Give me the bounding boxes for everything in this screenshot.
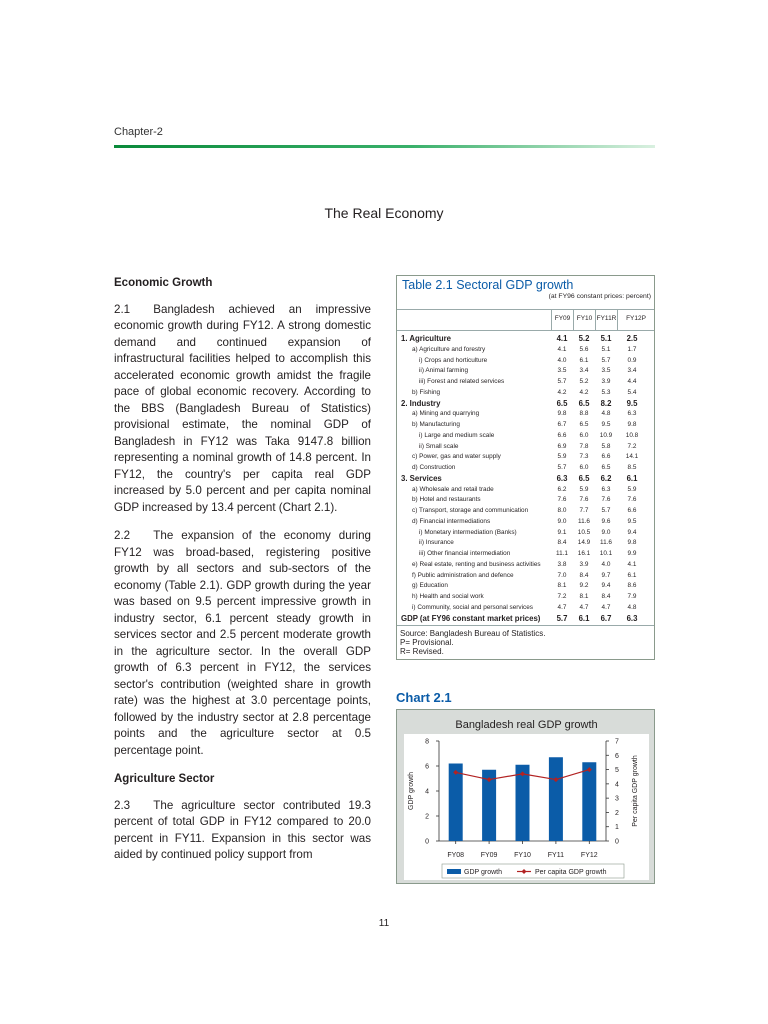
x-tick-label: FY09 bbox=[480, 852, 498, 859]
table-cell: 4.2 bbox=[557, 388, 567, 396]
table-row bbox=[397, 485, 654, 496]
table-cell: 9.9 bbox=[627, 550, 637, 557]
table-cell: 6.5 bbox=[579, 421, 589, 428]
table-cell: 8.4 bbox=[601, 593, 611, 600]
table-cell: 7.2 bbox=[627, 442, 637, 450]
table-row bbox=[397, 517, 654, 528]
table-cell: 9.5 bbox=[626, 398, 638, 408]
table-cell: 7.9 bbox=[627, 593, 637, 600]
table-cell: 6.5 bbox=[601, 464, 611, 471]
table-row bbox=[397, 538, 654, 549]
table-cell: 4.4 bbox=[627, 378, 637, 385]
table-row bbox=[397, 345, 654, 356]
table-cell: 5.7 bbox=[556, 613, 568, 623]
row-label: h) Health and social work bbox=[412, 593, 484, 600]
table-cell: 3.8 bbox=[557, 560, 567, 568]
row-label: d) Financial intermediations bbox=[412, 517, 491, 525]
table-cell: 9.0 bbox=[557, 517, 567, 525]
table-cell: 6.6 bbox=[601, 453, 611, 461]
table-row bbox=[397, 431, 654, 442]
table-cell: 7.8 bbox=[579, 442, 589, 450]
table-cell: 9.8 bbox=[627, 421, 637, 428]
bar bbox=[582, 762, 596, 841]
table-cell: 6.5 bbox=[578, 473, 590, 483]
chart-title: Bangladesh real GDP growth bbox=[455, 719, 598, 731]
table-cell: 10.5 bbox=[577, 528, 591, 536]
table-cell: 9.8 bbox=[627, 539, 637, 547]
row-label: c) Transport, storage and communication bbox=[412, 507, 529, 514]
legend-swatch-bar bbox=[447, 869, 461, 874]
table-cell: 7.6 bbox=[557, 496, 567, 504]
table-header-row bbox=[397, 309, 654, 331]
table-cell: 5.8 bbox=[601, 442, 611, 450]
table-cell: 8.6 bbox=[627, 582, 637, 590]
table-cell: 6.3 bbox=[627, 410, 637, 418]
paragraph-2-1: 2.1 Bangladesh achieved an impressive economic growth during FY12. A strong domestic demand and continued expansion of infrastructural facilities helped to accomplish this accelerated economic growth amidst the fragile pace of global economic recovery. According to the BBS (Bangladesh Bureau of Statistics) provisional estimate, the nominal GDP of Bangladesh in FY12 was Taka 9147.8 billion representing a nominal growth of 14.8 percent. In FY12, the country's per capita real GDP increased by 5.0 percent and per capita nominal GDP increased by 13.4 percent (Chart 2.1). bbox=[114, 302, 371, 514]
table-row bbox=[397, 614, 654, 625]
table-row bbox=[397, 463, 654, 474]
table-cell: 6.9 bbox=[557, 442, 567, 450]
row-label: a) Agriculture and forestry bbox=[412, 345, 486, 353]
table-cell: 3.9 bbox=[579, 560, 589, 568]
table-cell: 4.0 bbox=[601, 560, 611, 568]
table-cell: 8.4 bbox=[557, 539, 567, 547]
table-cell: 5.2 bbox=[578, 334, 590, 343]
table-cell: 6.2 bbox=[600, 473, 612, 483]
y2-tick-label: 5 bbox=[615, 767, 619, 775]
y-tick-label: 2 bbox=[425, 813, 429, 821]
table-cell: 9.4 bbox=[601, 582, 611, 590]
table-cell: 5.1 bbox=[600, 334, 612, 343]
table-cell: 5.7 bbox=[601, 356, 611, 364]
table-cell: 8.2 bbox=[600, 398, 612, 408]
table-cell: 6.0 bbox=[579, 464, 589, 471]
table-cell: 6.2 bbox=[557, 485, 567, 493]
table-cell: 9.5 bbox=[627, 517, 637, 525]
row-label: iii) Other financial intermediation bbox=[419, 550, 511, 557]
table-cell: 5.1 bbox=[601, 345, 611, 353]
page-title: The Real Economy bbox=[324, 205, 444, 221]
bar bbox=[449, 764, 463, 842]
x-tick-label: FY10 bbox=[514, 852, 531, 859]
chart-heading: Chart 2.1 bbox=[396, 690, 452, 705]
chart-gdp-growth bbox=[396, 709, 655, 884]
table-cell: 2.5 bbox=[626, 334, 638, 343]
chapter-label: Chapter-2 bbox=[114, 126, 163, 138]
row-label: 2. Industry bbox=[401, 398, 441, 408]
table-row bbox=[397, 334, 654, 345]
table-cell: 14.9 bbox=[577, 539, 591, 547]
table-cell: 4.7 bbox=[557, 603, 567, 611]
table-cell: 7.6 bbox=[579, 496, 589, 504]
table-row bbox=[397, 399, 654, 410]
table-cell: 6.0 bbox=[579, 431, 589, 439]
row-label: e) Real estate, renting and business activities bbox=[412, 560, 541, 568]
table-cell: 5.9 bbox=[579, 485, 589, 493]
table-cell: 0.9 bbox=[627, 356, 637, 364]
table-cell: 9.5 bbox=[601, 421, 611, 428]
table-cell: 4.0 bbox=[557, 356, 567, 364]
table-cell: 11.6 bbox=[600, 539, 612, 547]
table-cell: 16.1 bbox=[577, 550, 591, 557]
row-label: ii) Small scale bbox=[419, 442, 459, 450]
table-cell: 3.9 bbox=[601, 378, 611, 385]
table-cell: 7.6 bbox=[627, 496, 637, 504]
paragraph-2-2: 2.2 The expansion of the economy during FY12 was broad-based, registering positive growth by all sectors and sub-sectors of the economy (Table 2.1). GDP growth during the year was based on 9.5 percent impressive growth in industry sector, 6.1 percent steady growth in services sector and 2.5 percent moderate growth in the agriculture sector. In the overall GDP growth of 6.3 percent in FY12, the services sector's contribution (weighted share in growth rate) was the highest at 3.0 percentage points, followed by the industry sector at 2.8 percentage points and the agriculture sector at 0.5 percentage point. bbox=[114, 529, 371, 757]
table-cell: 6.7 bbox=[600, 613, 612, 623]
row-label: a) Wholesale and retail trade bbox=[412, 485, 494, 493]
table-source bbox=[397, 625, 654, 656]
y-tick-label: 0 bbox=[425, 838, 429, 846]
table-cell: 8.0 bbox=[557, 507, 567, 514]
y2-tick-label: 6 bbox=[615, 752, 619, 760]
table-cell: 4.7 bbox=[601, 603, 611, 611]
x-tick-label: FY11 bbox=[547, 852, 565, 859]
table-cell: 5.7 bbox=[557, 464, 567, 471]
table-cell: 7.3 bbox=[579, 453, 589, 461]
row-label: GDP (at FY96 constant market prices) bbox=[401, 613, 541, 623]
row-label: 1. Agriculture bbox=[401, 334, 451, 343]
table-row bbox=[397, 506, 654, 517]
col-header: FY09 bbox=[554, 315, 571, 322]
table-cell: 6.6 bbox=[557, 431, 567, 439]
table-cell: 8.5 bbox=[627, 464, 637, 471]
table-cell: 7.7 bbox=[579, 507, 589, 514]
table-cell: 8.4 bbox=[579, 571, 589, 579]
col-header: FY10 bbox=[576, 315, 593, 322]
heading-economic-growth: Economic Growth bbox=[114, 277, 213, 289]
table-cell: 5.6 bbox=[579, 345, 589, 353]
legend-label: GDP growth bbox=[464, 869, 502, 876]
row-label: iii) Forest and related services bbox=[419, 378, 505, 385]
table-row bbox=[397, 549, 654, 560]
row-label: a) Mining and quarrying bbox=[412, 410, 480, 418]
table-row bbox=[397, 366, 654, 377]
table-cell: 6.1 bbox=[626, 473, 638, 483]
table-cell: 10.1 bbox=[599, 550, 613, 557]
table-row bbox=[397, 388, 654, 399]
legend-label: Per capita GDP growth bbox=[535, 869, 607, 876]
table-cell: 4.7 bbox=[579, 603, 589, 611]
table-cell: 9.4 bbox=[627, 528, 637, 536]
y-tick-label: 4 bbox=[425, 788, 429, 796]
table-row bbox=[397, 442, 654, 453]
x-tick-label: FY12 bbox=[580, 852, 598, 859]
y2-tick-label: 7 bbox=[615, 738, 619, 746]
table-cell: 6.1 bbox=[578, 613, 590, 623]
table-row bbox=[397, 420, 654, 431]
table-row bbox=[397, 452, 654, 463]
table-row bbox=[397, 356, 654, 367]
y-axis-label: GDP growth bbox=[408, 772, 415, 810]
table-cell: 14.1 bbox=[625, 453, 639, 461]
table-units: (at FY96 constant prices: percent) bbox=[548, 293, 651, 300]
table-cell: 10.8 bbox=[625, 431, 639, 439]
row-label: i) Large and medium scale bbox=[419, 431, 495, 439]
row-label: i) Monetary intermediation (Banks) bbox=[419, 528, 517, 536]
table-cell: 5.7 bbox=[557, 378, 567, 385]
table-cell: 11.1 bbox=[556, 550, 568, 557]
table-cell: 5.9 bbox=[557, 453, 567, 461]
table-cell: 5.3 bbox=[601, 388, 611, 396]
table-cell: 4.2 bbox=[579, 388, 589, 396]
table-cell: 9.7 bbox=[601, 571, 611, 579]
col-header: FY12P bbox=[626, 315, 646, 322]
table-cell: 6.5 bbox=[556, 398, 568, 408]
header-rule bbox=[114, 145, 655, 148]
table-cell: 1.7 bbox=[627, 345, 637, 353]
table-title: Table 2.1 Sectoral GDP growth bbox=[402, 278, 574, 292]
row-label: b) Fishing bbox=[412, 388, 441, 396]
col-header: FY11R bbox=[596, 315, 617, 322]
table-row bbox=[397, 592, 654, 603]
table-row bbox=[397, 377, 654, 388]
x-tick-label: FY08 bbox=[447, 852, 465, 859]
table-cell: 8.8 bbox=[579, 410, 589, 418]
table-cell: 5.4 bbox=[627, 388, 637, 396]
table-cell: 9.1 bbox=[557, 528, 567, 536]
table-cell: 6.5 bbox=[578, 398, 590, 408]
table-cell: 11.6 bbox=[578, 517, 590, 525]
table-cell: 3.5 bbox=[557, 367, 567, 375]
row-label: 3. Services bbox=[401, 473, 442, 483]
chart-svg bbox=[397, 710, 656, 885]
heading-agriculture-sector: Agriculture Sector bbox=[114, 773, 215, 785]
bar bbox=[549, 757, 563, 841]
table-cell: 5.2 bbox=[579, 378, 589, 385]
y-tick-label: 6 bbox=[425, 763, 429, 771]
row-label: i) Community, social and personal services bbox=[412, 603, 533, 611]
table-cell: 4.1 bbox=[557, 345, 567, 353]
table-cell: 4.8 bbox=[627, 603, 637, 611]
table-cell: 4.8 bbox=[601, 410, 611, 418]
table-cell: 8.1 bbox=[557, 582, 567, 590]
table-row bbox=[397, 495, 654, 506]
table-cell: 9.0 bbox=[601, 528, 611, 536]
table-cell: 6.6 bbox=[627, 507, 637, 514]
table-row bbox=[397, 581, 654, 592]
table-sectoral-gdp bbox=[396, 275, 655, 660]
table-cell: 8.1 bbox=[579, 593, 589, 600]
table-cell: 5.7 bbox=[601, 507, 611, 514]
row-label: ii) Animal farming bbox=[419, 367, 469, 375]
table-cell: 7.0 bbox=[557, 571, 567, 579]
y2-tick-label: 1 bbox=[615, 824, 619, 832]
table-cell: 6.1 bbox=[579, 356, 589, 364]
table-cell: 9.2 bbox=[579, 582, 589, 590]
table-cell: 4.1 bbox=[627, 560, 637, 568]
source-line: Source: Bangladesh Bureau of Statistics. bbox=[400, 629, 546, 638]
table-row bbox=[397, 474, 654, 485]
row-label: b) Manufacturing bbox=[412, 421, 460, 428]
table-row bbox=[397, 528, 654, 539]
row-label: g) Education bbox=[412, 582, 448, 590]
paragraph-2-3: 2.3 The agriculture sector contributed 19.3 percent of total GDP in FY12 compared to 20.0 percent in FY11. Expansion in this sector was aided by continued policy support from bbox=[114, 798, 371, 861]
y2-tick-label: 0 bbox=[615, 838, 619, 846]
table-cell: 9.6 bbox=[601, 517, 611, 525]
table-cell: 3.5 bbox=[601, 367, 611, 375]
row-label: f) Public administration and defence bbox=[412, 571, 514, 579]
table-cell: 7.2 bbox=[557, 593, 567, 600]
table-cell: 6.3 bbox=[556, 473, 568, 483]
y2-axis-label: Per capita GDP growth bbox=[632, 755, 639, 827]
row-label: i) Crops and horticulture bbox=[419, 356, 488, 364]
table-body bbox=[397, 334, 654, 624]
y-tick-label: 8 bbox=[425, 738, 429, 746]
row-label: ii) Insurance bbox=[419, 539, 454, 547]
source-line: R= Revised. bbox=[400, 647, 444, 656]
table-cell: 7.6 bbox=[601, 496, 611, 504]
table-cell: 10.9 bbox=[599, 431, 613, 439]
table-cell: 6.3 bbox=[601, 485, 611, 493]
table-cell: 9.8 bbox=[557, 410, 567, 418]
y2-tick-label: 3 bbox=[615, 795, 619, 803]
table-cell: 5.9 bbox=[627, 485, 637, 493]
table-cell: 6.1 bbox=[627, 571, 637, 579]
table-cell: 3.4 bbox=[627, 367, 637, 375]
row-label: b) Hotel and restaurants bbox=[412, 496, 481, 504]
table-row bbox=[397, 571, 654, 582]
table-cell: 3.4 bbox=[579, 367, 589, 375]
y2-tick-label: 2 bbox=[615, 809, 619, 817]
row-label: c) Power, gas and water supply bbox=[412, 453, 501, 461]
row-label: d) Construction bbox=[412, 464, 456, 471]
body-text bbox=[114, 275, 371, 876]
table-cell: 6.7 bbox=[557, 421, 567, 428]
table-cell: 4.1 bbox=[556, 334, 568, 343]
table-row bbox=[397, 409, 654, 420]
y2-tick-label: 4 bbox=[615, 781, 619, 789]
table-cell: 6.3 bbox=[626, 613, 638, 623]
table-row bbox=[397, 560, 654, 571]
table-row bbox=[397, 603, 654, 614]
source-line: P= Provisional. bbox=[400, 638, 454, 647]
page-number: 11 bbox=[378, 918, 390, 929]
